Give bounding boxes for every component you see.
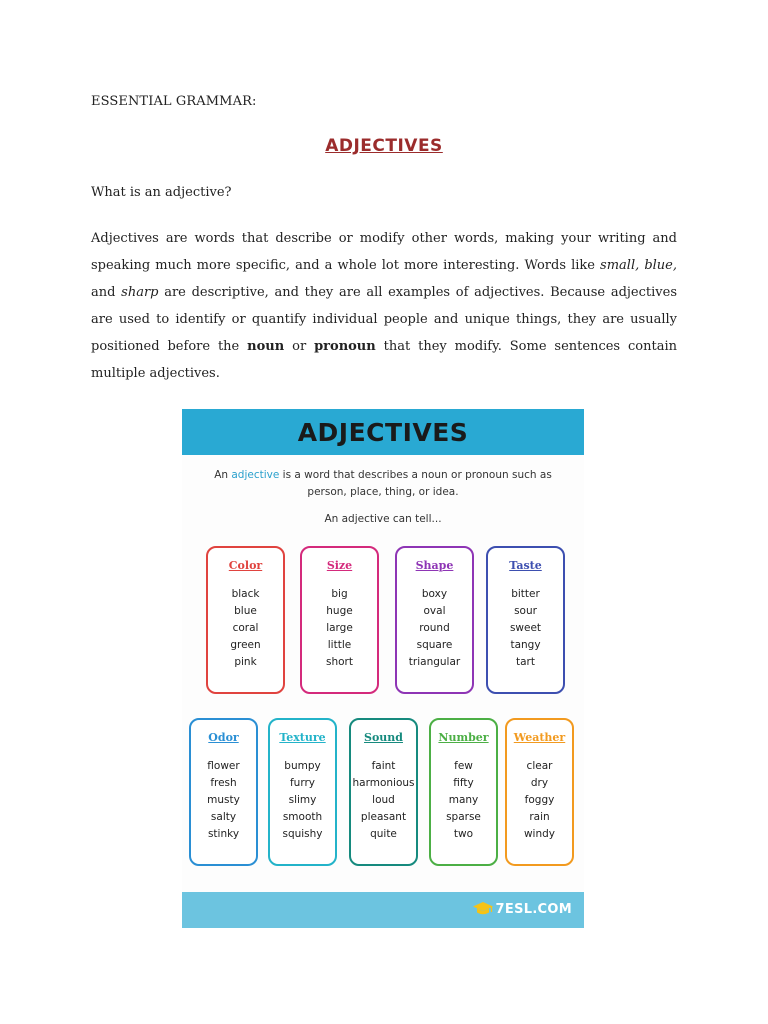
category-card-taste xyxy=(486,546,565,694)
card-word: big xyxy=(331,588,348,600)
category-card-number xyxy=(429,718,498,866)
card-word: dry xyxy=(530,777,549,789)
logo-text: 7ESL.COM xyxy=(495,901,572,917)
paragraph-text: that they modify. Some sentences contain multiple adjectives. xyxy=(91,339,678,381)
card-word: squishy xyxy=(282,828,323,840)
category-card-size xyxy=(300,546,379,694)
card-word: stinky xyxy=(207,828,240,840)
card-word: bumpy xyxy=(284,760,321,772)
card-word-list xyxy=(351,758,416,843)
card-word-list xyxy=(397,586,472,671)
infographic-intro xyxy=(202,467,564,501)
card-word: pink xyxy=(234,656,257,668)
card-word: blue xyxy=(234,605,257,617)
category-card-weather xyxy=(505,718,574,866)
card-title: Shape xyxy=(415,559,454,572)
card-word: tart xyxy=(516,656,535,668)
infographic-header xyxy=(182,409,584,455)
card-word-list xyxy=(270,758,335,843)
intro-keyword: adjective xyxy=(231,469,280,481)
paragraph-text: are descriptive, and they are all examples of adjectives. Because adjectives are used to identify or quantify individual people and unique things, they are usually positioned before the xyxy=(91,285,678,354)
card-title: Taste xyxy=(509,559,542,572)
document-title: ADJECTIVES xyxy=(325,136,443,156)
card-word: little xyxy=(327,639,352,651)
card-word-list xyxy=(507,758,572,843)
infographic-subheading: An adjective can tell... xyxy=(324,513,442,525)
graduation-cap-icon xyxy=(473,901,493,917)
category-card-shape xyxy=(395,546,474,694)
card-title: Odor xyxy=(208,731,239,744)
card-word: bitter xyxy=(511,588,540,600)
card-word: smooth xyxy=(282,811,323,823)
card-word: rain xyxy=(529,811,550,823)
card-word: short xyxy=(326,656,353,668)
card-title: Sound xyxy=(364,731,403,744)
category-card-color xyxy=(206,546,285,694)
adjectives-infographic xyxy=(182,409,584,928)
intro-text: An xyxy=(214,469,232,481)
card-word: sour xyxy=(514,605,537,617)
keyword-noun: noun xyxy=(247,339,285,354)
card-title: Weather xyxy=(513,731,566,744)
card-title: Size xyxy=(326,559,353,572)
card-word: oval xyxy=(423,605,446,617)
card-word: round xyxy=(419,622,450,634)
card-title: Number xyxy=(438,731,489,744)
card-word-list xyxy=(208,586,283,671)
brand-logo xyxy=(473,901,572,917)
card-word: windy xyxy=(523,828,556,840)
card-word: two xyxy=(453,828,474,840)
example-word: sharp xyxy=(121,285,159,300)
card-word: faint xyxy=(371,760,396,772)
card-word: slimy xyxy=(288,794,317,806)
card-word: loud xyxy=(372,794,395,806)
card-word: many xyxy=(448,794,479,806)
category-card-sound xyxy=(349,718,418,866)
card-word-list xyxy=(488,586,563,671)
card-word: pleasant xyxy=(360,811,407,823)
card-word: boxy xyxy=(421,588,448,600)
definition-paragraph xyxy=(91,225,677,387)
card-word: foggy xyxy=(524,794,555,806)
card-word: sparse xyxy=(446,811,481,823)
card-word: square xyxy=(416,639,453,651)
card-word: musty xyxy=(207,794,240,806)
infographic-title: ADJECTIVES xyxy=(297,417,469,447)
card-word: flower xyxy=(207,760,240,772)
question-heading: What is an adjective? xyxy=(91,185,232,200)
card-word: salty xyxy=(210,811,237,823)
card-word: furry xyxy=(289,777,315,789)
card-word: coral xyxy=(232,622,259,634)
infographic-footer xyxy=(182,892,584,928)
paragraph-text: and xyxy=(91,285,122,300)
card-word-list xyxy=(431,758,496,843)
card-word: sweet xyxy=(509,622,542,634)
category-card-texture xyxy=(268,718,337,866)
paragraph-text: or xyxy=(284,339,315,354)
card-title: Texture xyxy=(279,731,326,744)
paragraph-text: Adjectives are words that describe or modify other words, making your writing and speaking much more specific, and a whole lot more interesting. Words like xyxy=(91,231,677,273)
section-label: ESSENTIAL GRAMMAR: xyxy=(91,94,257,109)
intro-text: is a word that describes a noun or pronoun such as person, place, thing, or idea. xyxy=(279,469,552,498)
example-words: small, blue, xyxy=(600,258,678,273)
card-word: tangy xyxy=(510,639,541,651)
card-word: few xyxy=(454,760,473,772)
card-word: triangular xyxy=(408,656,461,668)
category-card-odor xyxy=(189,718,258,866)
card-word: clear xyxy=(526,760,553,772)
card-word: harmonious xyxy=(352,777,415,789)
card-word-list xyxy=(302,586,377,671)
card-word: fifty xyxy=(453,777,474,789)
card-word-list xyxy=(191,758,256,843)
card-word: quite xyxy=(370,828,397,840)
card-word: green xyxy=(230,639,261,651)
card-word: black xyxy=(231,588,260,600)
card-title: Color xyxy=(228,559,263,572)
keyword-pronoun: pronoun xyxy=(314,339,376,354)
card-word: large xyxy=(326,622,353,634)
card-word: fresh xyxy=(210,777,237,789)
card-word: huge xyxy=(326,605,353,617)
